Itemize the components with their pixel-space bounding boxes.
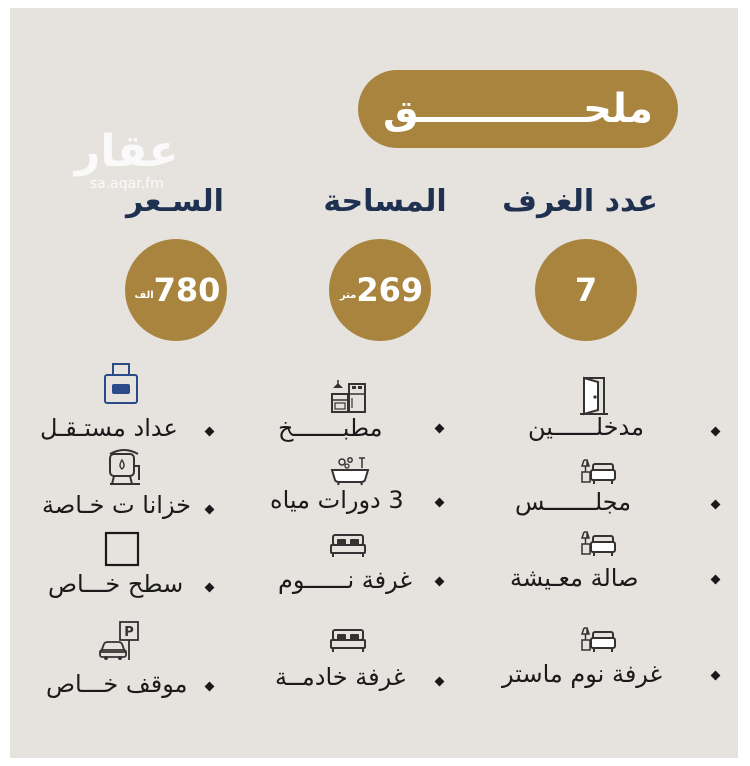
- feature-bathrooms: [270, 486, 404, 514]
- feature-roof: [48, 570, 183, 598]
- feature-meter: [40, 414, 178, 442]
- feature-majlis: [515, 488, 631, 516]
- title-text: ملحــــــــــــق: [382, 86, 654, 132]
- feature-living-room: [510, 564, 638, 592]
- area-circle: [329, 239, 431, 341]
- feature-entrances: [528, 413, 644, 441]
- feature-label: 3 دورات مياه: [270, 486, 404, 514]
- price-value: 780: [153, 271, 221, 309]
- feature-bedroom: [278, 566, 412, 594]
- feature-label: عداد مستـقـل: [40, 414, 178, 442]
- armchair-icon: [580, 458, 616, 486]
- title-pill: [358, 70, 678, 148]
- watermark-url: sa.aqar.fm: [89, 176, 164, 192]
- feature-label: سطح خـــاص: [48, 570, 184, 598]
- feature-maid-room: [275, 663, 405, 691]
- feature-parking: [46, 670, 187, 698]
- feature-master-bedroom: [502, 660, 662, 688]
- bed-icon: [330, 533, 366, 559]
- watermark: [75, 128, 179, 192]
- area-unit: متر: [339, 289, 357, 301]
- feature-label: غرفة نــــــوم: [278, 566, 412, 594]
- feature-tanks: [42, 491, 191, 519]
- water-tank-icon: [106, 446, 142, 488]
- feature-label: مدخلــــــين: [528, 413, 644, 441]
- feature-label: غرفة خادمــة: [275, 663, 406, 691]
- rooms-value: 7: [574, 271, 598, 309]
- rooms-heading: عدد الغرف: [502, 184, 658, 219]
- kitchen-icon: [330, 378, 368, 414]
- parking-icon: [98, 620, 142, 662]
- door-icon: [580, 376, 610, 416]
- feature-label: مطبـــــــخ: [278, 414, 383, 442]
- svg-text:P: P: [124, 625, 134, 640]
- feature-label: خزانا ت خـاصة: [42, 491, 192, 519]
- area-value: 269: [356, 271, 424, 309]
- feature-label: صالة معـيشة: [510, 564, 639, 592]
- feature-label: غرفة نوم ماستر: [502, 660, 663, 688]
- bathtub-icon: [330, 456, 370, 486]
- price-circle: [125, 239, 227, 341]
- feature-kitchen: [278, 414, 383, 442]
- armchair-icon: [580, 530, 616, 558]
- square-icon: [104, 531, 140, 567]
- armchair-icon: [580, 626, 616, 654]
- feature-label: موقف خـــاص: [46, 670, 188, 698]
- price-heading: السـعر: [126, 184, 224, 219]
- meter-icon: [103, 361, 139, 405]
- watermark-logo: عقار: [75, 126, 179, 177]
- feature-label: مجلـــــــس: [515, 488, 632, 516]
- price-unit: الف: [134, 289, 154, 301]
- rooms-circle: [535, 239, 637, 341]
- area-heading: المساحة: [323, 184, 447, 219]
- bed-icon: [330, 628, 366, 654]
